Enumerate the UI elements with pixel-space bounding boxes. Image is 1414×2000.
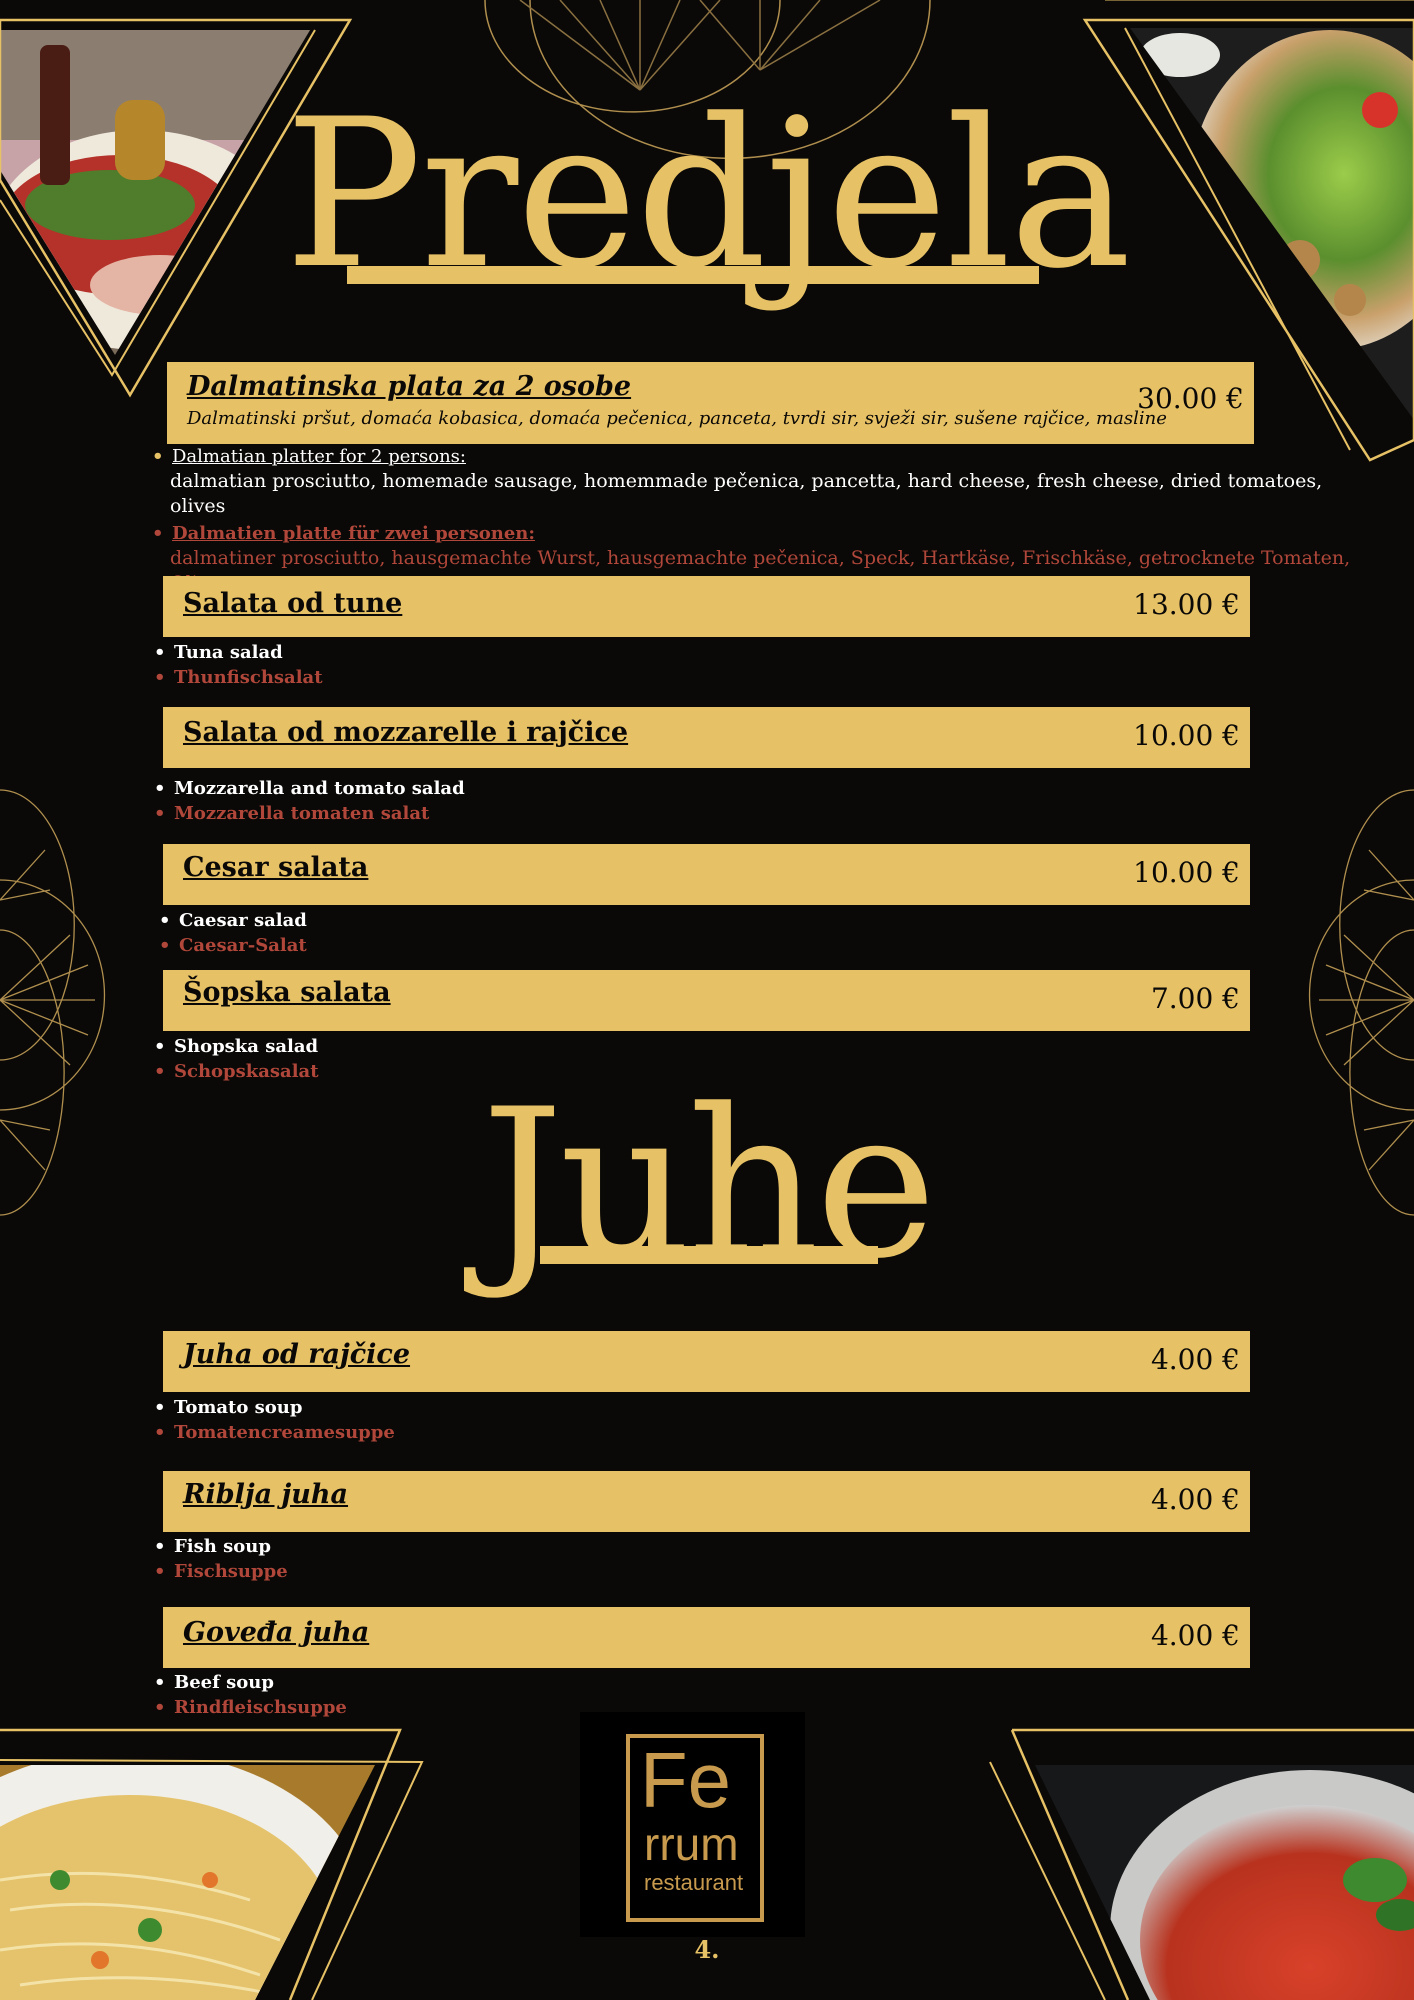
page-number: 4. — [694, 1935, 720, 1964]
translation-list — [146, 444, 1366, 596]
menu-item-bar — [163, 1607, 1250, 1668]
translation-de: • Schopskasalat — [148, 1059, 319, 1084]
menu-item-bar — [163, 576, 1250, 637]
translation-list — [148, 640, 323, 690]
dish-name: Salata od tune — [183, 588, 403, 619]
logo-restaurant: restaurant — [644, 1870, 744, 1895]
dish-name: Dalmatinska plata za 2 osobe — [187, 371, 632, 402]
dish-price: 4.00 € — [1150, 1343, 1240, 1376]
translation-en: • Beef soup — [148, 1670, 347, 1695]
menu-item-bar — [163, 844, 1250, 905]
dish-price: 10.00 € — [1133, 719, 1240, 752]
translation-en: • Tuna salad — [148, 640, 323, 665]
logo-fe: Fe — [640, 1736, 732, 1824]
menu-item-bar — [163, 1471, 1250, 1532]
dish-name: Juha od rajčice — [183, 1339, 411, 1370]
dish-name: Cesar salata — [183, 852, 369, 883]
translation-de: • Fischsuppe — [148, 1559, 288, 1584]
dish-price: 4.00 € — [1150, 1483, 1240, 1516]
menu-item-bar — [163, 1331, 1250, 1392]
translation-en: • Caesar salad — [153, 908, 307, 933]
translation-en: • Fish soup — [148, 1534, 288, 1559]
translation-list — [148, 1034, 319, 1084]
dish-name: Salata od mozzarelle i rajčice — [183, 717, 629, 748]
dish-name: Goveđa juha — [183, 1617, 370, 1648]
translation-de: • Tomatencreamesuppe — [148, 1420, 395, 1445]
translation-en — [146, 444, 1366, 519]
translation-de-text: dalmatiner prosciutto, hausgemachte Wurst, hausgemachte pečenica, Speck, Hartkäse, Frischkäse, getrocknete Tomaten, — [170, 547, 1351, 569]
translation-list — [153, 908, 307, 958]
translation-en: • Mozzarella and tomato salad — [148, 776, 465, 801]
translation-list — [148, 776, 465, 826]
translation-list — [148, 1534, 288, 1584]
dish-price: 13.00 € — [1133, 588, 1240, 621]
translation-en-title: Dalmatian platter for 2 persons: — [172, 446, 466, 467]
ferrum-restaurant-logo — [580, 1712, 805, 1937]
menu-item-bar — [163, 707, 1250, 768]
soups-section-title: Juhe — [481, 1066, 933, 1304]
menu-item-bar — [167, 362, 1254, 444]
translation-en-text: dalmatian prosciutto, homemade sausage, homemmade pečenica, pancetta, hard cheese, fresh cheese, dried tomatoes, olives — [170, 470, 1323, 517]
dish-name: Šopska salata — [183, 977, 391, 1008]
logo-rrum: rrum — [644, 1818, 739, 1870]
translation-de: • Rindfleischsuppe — [148, 1695, 347, 1720]
dish-description: Dalmatinski pršut, domaća kobasica, domaća pečenica, panceta, tvrdi sir, svježi sir, sušene rajčice, masline — [187, 408, 1167, 429]
translation-en: • Tomato soup — [148, 1395, 395, 1420]
dish-price: 10.00 € — [1133, 856, 1240, 889]
translation-de: • Mozzarella tomaten salat — [148, 801, 465, 826]
dish-price: 30.00 € — [1137, 382, 1244, 415]
dish-name: Riblja juha — [183, 1479, 349, 1510]
translation-de: • Caesar-Salat — [153, 933, 307, 958]
translation-list — [148, 1670, 347, 1720]
dish-price: 4.00 € — [1150, 1619, 1240, 1652]
menu-item-bar — [163, 970, 1250, 1031]
translation-de: • Thunfischsalat — [148, 665, 323, 690]
translation-en: • Shopska salad — [148, 1034, 319, 1059]
dish-price: 7.00 € — [1150, 982, 1240, 1015]
starters-section-title: Predjela — [284, 76, 1130, 314]
translation-de-title: Dalmatien platte für zwei personen: — [172, 523, 535, 544]
translation-list — [148, 1395, 395, 1445]
